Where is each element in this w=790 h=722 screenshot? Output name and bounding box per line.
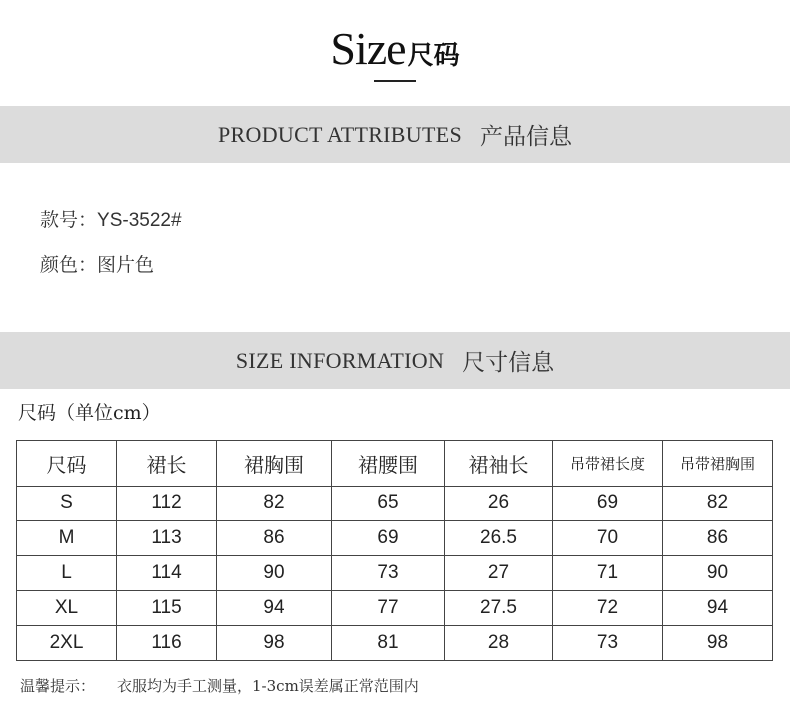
page-title — [0, 22, 790, 75]
title-english: Size — [330, 23, 406, 74]
table-header-cell: 尺码 — [17, 441, 117, 487]
measurement-note — [20, 675, 419, 696]
table-row — [17, 486, 773, 521]
table-cell: 115 — [117, 591, 217, 626]
note-label: 温馨提示： — [20, 677, 96, 695]
table-cell: 86 — [217, 521, 332, 556]
table-header-cell: 吊带裙胸围 — [663, 441, 773, 487]
table-cell: 116 — [117, 626, 217, 661]
table-cell: 98 — [663, 626, 773, 661]
table-cell: 82 — [217, 486, 332, 521]
table-cell: 27.5 — [445, 591, 553, 626]
table-cell: 77 — [332, 591, 445, 626]
table-cell: 26 — [445, 486, 553, 521]
table-cell: 113 — [117, 521, 217, 556]
table-cell: 2XL — [17, 626, 117, 661]
product-attributes-title-en: PRODUCT ATTRIBUTES — [218, 121, 462, 147]
table-cell: M — [17, 521, 117, 556]
table-cell: 73 — [332, 556, 445, 591]
table-row — [17, 591, 773, 626]
note-text: 衣服均为手工测量，1-3cm误差属正常范围内 — [117, 677, 419, 695]
title-chinese: 尺码 — [407, 41, 460, 71]
table-cell: 69 — [332, 521, 445, 556]
table-cell: 27 — [445, 556, 553, 591]
size-information-title-en: SIZE INFORMATION — [235, 347, 445, 373]
table-header-row — [17, 441, 773, 487]
table-cell: 112 — [117, 486, 217, 521]
table-cell: 28 — [445, 626, 553, 661]
table-cell: 82 — [663, 486, 773, 521]
color-value: 图片色 — [97, 254, 155, 276]
table-cell: 65 — [332, 486, 445, 521]
style-number-label: 款号： — [40, 209, 98, 231]
size-table — [16, 440, 773, 661]
table-cell: 98 — [217, 626, 332, 661]
size-information-banner — [0, 332, 790, 389]
table-row — [17, 556, 773, 591]
table-cell: 73 — [553, 626, 663, 661]
table-cell: XL — [17, 591, 117, 626]
title-underline — [374, 80, 416, 82]
table-cell: 81 — [332, 626, 445, 661]
table-header-cell: 裙袖长 — [445, 441, 553, 487]
table-row — [17, 521, 773, 556]
table-header-cell: 吊带裙长度 — [553, 441, 663, 487]
attribute-color — [40, 250, 154, 277]
table-cell: L — [17, 556, 117, 591]
table-header-cell: 裙长 — [117, 441, 217, 487]
table-cell: 90 — [217, 556, 332, 591]
table-cell: 69 — [553, 486, 663, 521]
style-number-value: YS-3522# — [97, 210, 182, 231]
table-cell: 94 — [217, 591, 332, 626]
unit-label: 尺码（单位cm） — [18, 402, 161, 424]
table-cell: S — [17, 486, 117, 521]
table-cell: 71 — [553, 556, 663, 591]
table-cell: 86 — [663, 521, 773, 556]
color-label: 颜色： — [40, 254, 98, 276]
size-information-title-cn: 尺寸信息 — [462, 350, 555, 376]
table-cell: 70 — [553, 521, 663, 556]
table-cell: 90 — [663, 556, 773, 591]
table-cell: 94 — [663, 591, 773, 626]
table-header-cell: 裙胸围 — [217, 441, 332, 487]
product-attributes-title-cn: 产品信息 — [479, 124, 572, 150]
attribute-style-number — [40, 205, 182, 232]
product-attributes-banner — [0, 106, 790, 163]
table-header-cell: 裙腰围 — [332, 441, 445, 487]
table-cell: 114 — [117, 556, 217, 591]
table-cell: 72 — [553, 591, 663, 626]
table-cell: 26.5 — [445, 521, 553, 556]
table-row — [17, 626, 773, 661]
